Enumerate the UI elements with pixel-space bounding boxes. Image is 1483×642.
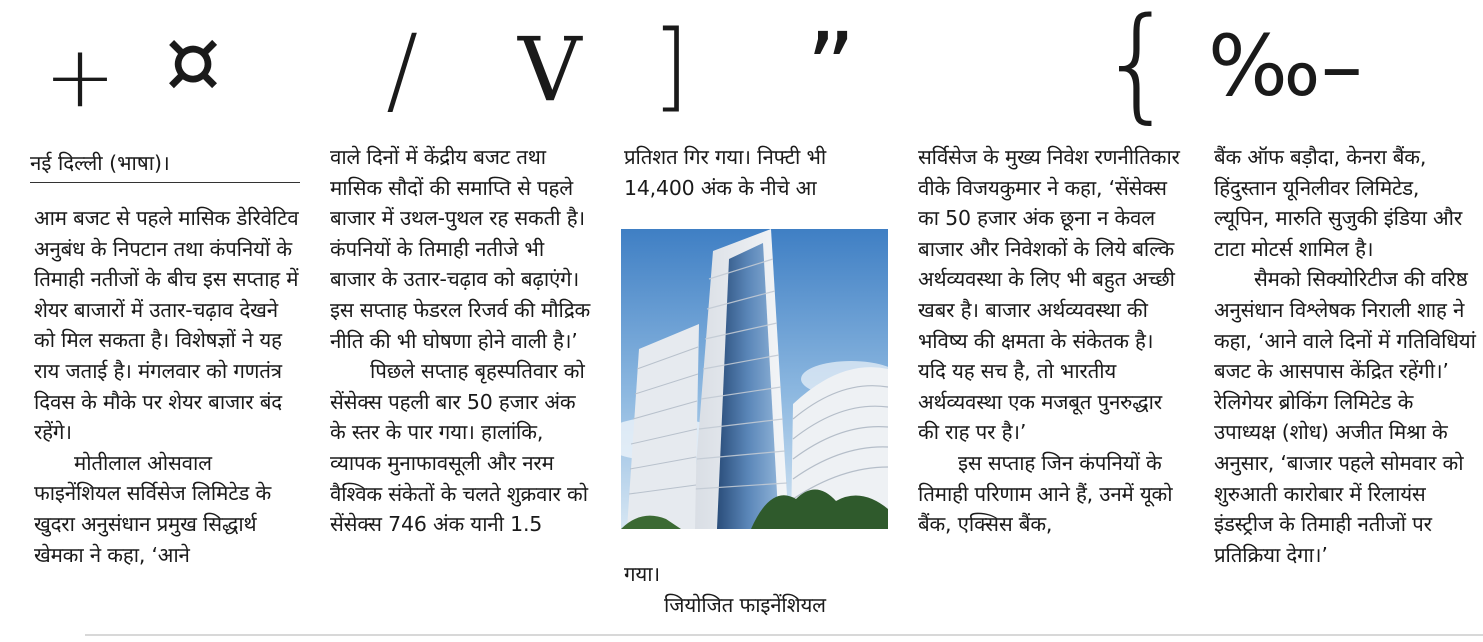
glyph-slash: /	[386, 14, 419, 126]
paragraph: मोतीलाल ओसवाल फाइनेंशियल सर्विसेज लिमिटेड के खुदरा अनुसंधान प्रमुख सिद्धार्थ खेमका ने कहा, ‘आने	[34, 450, 271, 567]
paragraph: आम बजट से पहले मासिक डेरिवेटिव अनुबंध के निपटान तथा कंपनियों के तिमाही नतीजों के बीच इस सप्ताह में शेयर बाजारों में उतार-चढ़ाव देखने को मिल सकता है। विशेषज्ञों ने यह राय जताई है। मंगलवार को गणतंत्र दिवस के मौके पर शेयर बाजार बंद रहेंगे।	[34, 206, 299, 445]
paragraph: इस सप्ताह जिन कंपनियों के तिमाही परिणाम आने हैं, उनमें यूको बैंक, एक्सिस बैंक,	[918, 450, 1173, 537]
glyph-brace: {	[1098, 0, 1177, 136]
building-illustration	[621, 229, 888, 529]
glyph-currency: ¤	[165, 10, 221, 113]
paragraph: पिछले सप्ताह बृहस्पतिवार को सेंसेक्स पहली बार 50 हजार अंक के स्तर के पार गया। हालांकि, व्यापक मुनाफावसूली और नरम वैश्विक संकेतों के चलते शुक्रवार को सेंसेक्स 746 अंक यानी 1.5	[330, 359, 588, 537]
glyph-quote: ”	[806, 12, 856, 124]
paragraph: वाले दिनों में केंद्रीय बजट तथा मासिक सौदों की समाप्ति से पहले बाजार में उथल-पुथल रह सकती है। कंपनियों के तिमाही नतीजे भी बाजार के उतार-चढ़ाव को बढ़ाएंगे। इस सप्ताह फेडरल रिजर्व की मौद्रिक नीति की भी घोषणा होने वाली है।’	[330, 145, 591, 353]
paragraph: गया।	[624, 562, 660, 586]
glyph-bracket: ]	[652, 10, 690, 122]
article-dateline: नई दिल्ली (भाषा)।	[30, 148, 300, 183]
article-column-4	[918, 142, 1180, 540]
article-column-1	[34, 203, 304, 570]
paragraph: प्रतिशत गिर गया। निफ्टी भी 14,400 अंक के नीचे आ	[624, 145, 826, 200]
article-column-2	[330, 142, 594, 540]
paragraph: सैमको सिक्योरिटीज की वरिष्ठ अनुसंधान विश्लेषक निराली शाह ने कहा, ‘आने वाले दिनों में गतिविधियां बजट के आसपास केंद्रित रहेंगी।’	[1214, 267, 1476, 384]
article-column-5	[1214, 142, 1476, 570]
glyph-permille-dash: ‰–	[1208, 17, 1363, 115]
article-column-3-bottom	[624, 559, 864, 620]
stock-exchange-building-photo	[621, 229, 888, 529]
glyph-v: V	[518, 18, 582, 121]
paragraph: रेलिगेयर ब्रोकिंग लिमिटेड के उपाध्यक्ष (शोध) अजीत मिश्रा के अनुसार, ‘बाजार पहले सोमवार को शुरुआती कारोबार में रिलायंस इंडस्ट्रीज के तिमाही नतीजों पर प्रतिक्रिया देगा।’	[1214, 389, 1464, 567]
paragraph: बैंक ऑफ बड़ौदा, केनरा बैंक, हिंदुस्तान यूनिलीवर लिमिटेड, ल्यूपिन, मारुति सुजुकी इंडिया और टाटा मोटर्स शामिल है।	[1214, 145, 1463, 261]
bottom-divider	[85, 634, 1483, 636]
glyph-plus: +	[44, 27, 117, 127]
paragraph: सर्विसेज के मुख्य निवेश रणनीतिकार वीके विजयकुमार ने कहा, ‘सेंसेक्स का 50 हजार अंक छूना न केवल बाजार और निवेशकों के लिये बल्कि अर्थव्यवस्था के लिए भी बहुत अच्छी खबर है। बाजार अर्थव्यवस्था की भविष्य की क्षमता के संकेतक है। यदि यह सच है, तो भारतीय अर्थव्यवस्था एक मजबूत पुनरुद्धार की राह पर है।’	[918, 145, 1180, 445]
article-column-3-top	[624, 142, 864, 203]
garbled-glyph-row	[0, 0, 1483, 140]
paragraph: जियोजित फाइनेंशियल	[664, 592, 826, 617]
